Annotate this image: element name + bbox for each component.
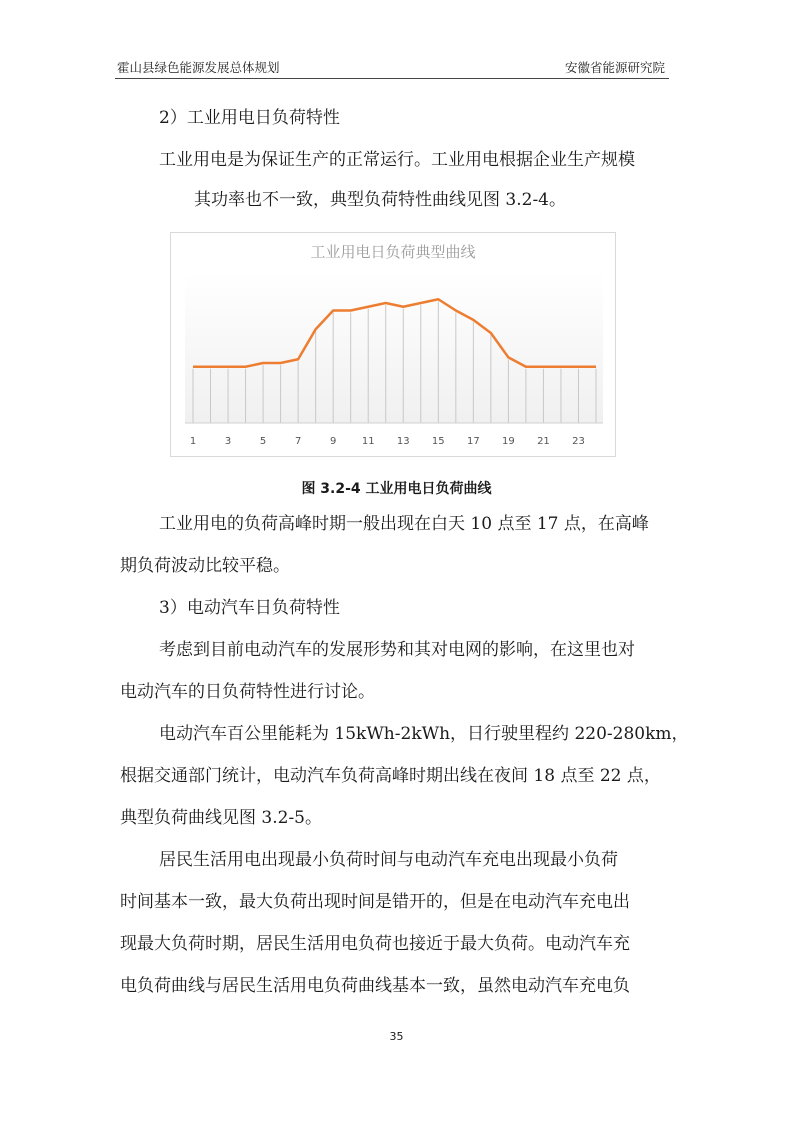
x-tick-label: 11: [361, 436, 375, 447]
figure-caption: 图 3.2-4 工业用电日负荷曲线: [301, 481, 492, 497]
paragraph-line: 时间基本一致，最大负荷出现时间是错开的，但是在电动汽车充电出: [120, 892, 630, 912]
header-divider: [115, 78, 669, 79]
x-tick-label: 7: [294, 436, 302, 447]
x-tick-label: 5: [259, 436, 267, 447]
industrial-load-chart: [170, 232, 616, 457]
header-organization: 安徽省能源研究院: [564, 60, 665, 75]
header-document-title: 霍山县绿色能源发展总体规划: [117, 60, 280, 75]
chart-svg: [171, 233, 615, 456]
paragraph-line: 期负荷波动比较平稳。: [120, 556, 290, 576]
paragraph-line: 电动汽车百公里能耗为 15kWh-2kWh，日行驶里程约 220-280km，: [159, 724, 689, 744]
paragraph-line: 电负荷曲线与居民生活用电负荷曲线基本一致，虽然电动汽车充电负: [120, 976, 630, 996]
page-number: 35: [389, 1030, 404, 1043]
x-tick-label: 23: [572, 436, 585, 447]
paragraph-line: 工业用电是为保证生产的正常运行。工业用电根据企业生产规模: [159, 150, 635, 170]
x-tick-label: 1: [189, 436, 197, 447]
x-tick-label: 13: [396, 436, 410, 447]
x-tick-label: 15: [431, 436, 445, 447]
chart-title: 工业用电日负荷典型曲线: [310, 243, 476, 261]
section-heading-ev: 3）电动汽车日负荷特性: [159, 598, 340, 618]
paragraph-line: 现最大负荷时期，居民生活用电负荷也接近于最大负荷。电动汽车充: [120, 934, 630, 954]
x-tick-label: 9: [329, 436, 337, 447]
paragraph-line: 工业用电的负荷高峰时期一般出现在白天 10 点至 17 点，在高峰: [159, 514, 649, 534]
paragraph-line: 根据交通部门统计，电动汽车负荷高峰时期出线在夜间 18 点至 22 点，: [120, 766, 661, 786]
x-tick-label: 3: [224, 436, 232, 447]
x-tick-label: 17: [466, 436, 480, 447]
plot-area: [185, 273, 603, 423]
paragraph-line: 考虑到目前电动汽车的发展形势和其对电网的影响，在这里也对: [159, 640, 635, 660]
paragraph-line: 居民生活用电出现最小负荷时间与电动汽车充电出现最小负荷: [159, 850, 618, 870]
paragraph-line: 典型负荷曲线见图 3.2-5。: [120, 808, 322, 828]
section-heading-industrial: 2）工业用电日负荷特性: [159, 108, 340, 128]
paragraph-line: 电动汽车的日负荷特性进行讨论。: [120, 682, 375, 702]
x-tick-label: 19: [502, 436, 515, 447]
x-tick-label: 21: [537, 436, 550, 447]
paragraph-line: 其功率也不一致，典型负荷特性曲线见图 3.2-4。: [194, 190, 566, 210]
